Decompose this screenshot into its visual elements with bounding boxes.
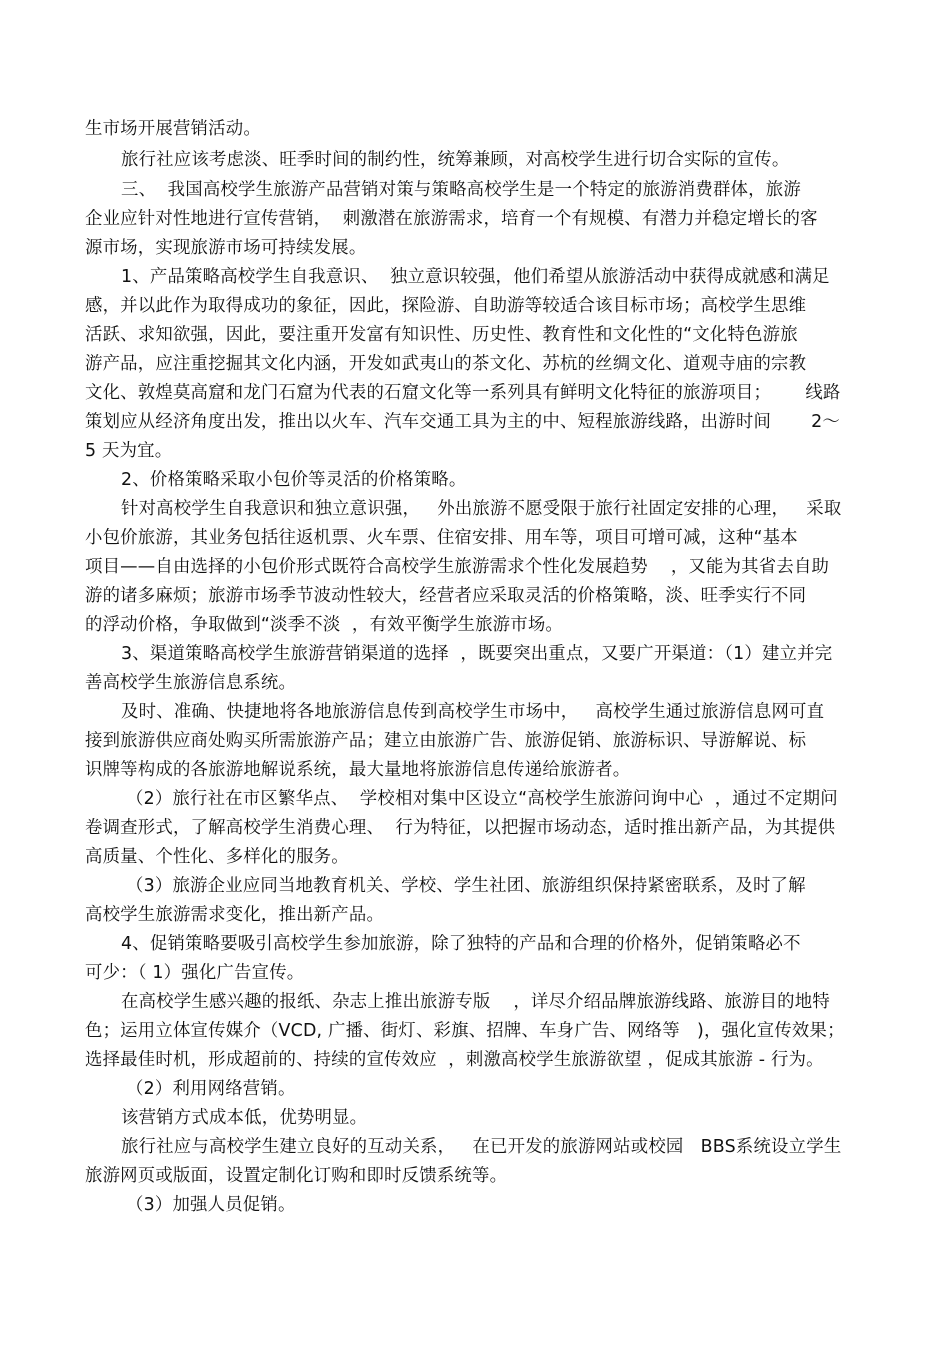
text-line: （3）旅游企业应同当地教育机关、学校、学生社团、旅游组织保持紧密联系，及时了解 xyxy=(126,876,806,896)
text-line: 可少：（ 1）强化广告宣传。 xyxy=(85,963,305,983)
text-line: 选择最佳时机，形成超前的、持续的宣传效应 ，刺激高校学生旅游欲望 ，促成其旅游 - 行为。 xyxy=(85,1050,824,1070)
text-line: 3、渠道策略高校学生旅游营销渠道的选择 ，既要突出重点，又要广开渠道：（1）建立并完 xyxy=(121,644,833,664)
text-line: 旅游网页或版面，设置定制化订购和即时反馈系统等。 xyxy=(85,1166,508,1186)
text-line: 旅行社应与高校学生建立良好的互动关系， 在已开发的旅游网站或校园 BBS系统设立学生 xyxy=(121,1137,842,1157)
text-line: 善高校学生旅游信息系统。 xyxy=(85,673,297,693)
text-line: 色；运用立体宣传媒介（VCD, 广播、街灯、彩旗、招牌、车身广告、网络等 )，强化宣传效果； xyxy=(85,1021,845,1041)
text-line: 文化、敦煌莫高窟和龙门石窟为代表的石窟文化等一系列具有鲜明文化特征的旅游项目； 线路 xyxy=(85,383,841,403)
text-line: 企业应针对性地进行宣传营销， 刺激潜在旅游需求，培育一个有规模、有潜力并稳定增长的客 xyxy=(85,209,818,229)
text-line: 的浮动价格，争取做到“淡季不淡 ，有效平衡学生旅游市场。 xyxy=(85,615,564,635)
text-line: 及时、准确、快捷地将各地旅游信息传到高校学生市场中， 高校学生通过旅游信息网可直 xyxy=(121,702,825,722)
text-line: 生市场开展营销活动。 xyxy=(85,119,261,139)
text-line: 高质量、个性化、多样化的服务。 xyxy=(85,847,349,867)
text-line: 旅行社应该考虑淡、旺季时间的制约性，统筹兼顾，对高校学生进行切合实际的宣传。 xyxy=(121,150,790,170)
text-line: 接到旅游供应商处购买所需旅游产品；建立由旅游广告、旅游促销、旅游标识、导游解说、标 xyxy=(85,731,807,751)
text-line: 在高校学生感兴趣的报纸、杂志上推出旅游专版 ，详尽介绍品牌旅游线路、旅游目的地特 xyxy=(121,992,830,1012)
text-line: 针对高校学生自我意识和独立意识强， 外出旅游不愿受限于旅行社固定安排的心理， 采取 xyxy=(121,499,842,519)
text-line: 源市场，实现旅游市场可持续发展。 xyxy=(85,238,367,258)
text-line: 游产品，应注重挖掘其文化内涵，开发如武夷山的茶文化、苏杭的丝绸文化、道观寺庙的宗教 xyxy=(85,354,807,374)
text-line: 2、价格策略采取小包价等灵活的价格策略。 xyxy=(121,470,467,490)
text-line: 小包价旅游，其业务包括往返机票、火车票、住宿安排、用车等，项目可增可减，这种“基本 xyxy=(85,528,798,548)
text-line: 活跃、求知欲强，因此，要注重开发富有知识性、历史性、教育性和文化性的“文化特色游旅 xyxy=(85,325,798,345)
text-line: 感，并以此作为取得成功的象征，因此，探险游、自助游等较适合该目标市场；高校学生思维 xyxy=(85,296,807,316)
text-line: 项目——自由选择的小包价形式既符合高校学生旅游需求个性化发展趋势 ，又能为其省去自助 xyxy=(85,557,830,577)
text-line: 该营销方式成本低，优势明显。 xyxy=(121,1108,368,1128)
text-line: 游的诸多麻烦；旅游市场季节波动性较大，经营者应采取灵活的价格策略，淡、旺季实行不同 xyxy=(85,586,807,606)
text-line: （2）利用网络营销。 xyxy=(126,1079,296,1099)
text-line: 4、促销策略要吸引高校学生参加旅游，除了独特的产品和合理的价格外，促销策略必不 xyxy=(121,934,801,954)
text-line: 卷调查形式，了解高校学生消费心理、 行为特征，以把握市场动态，适时推出新产品，为其提供 xyxy=(85,818,836,838)
text-line: 三、 我国高校学生旅游产品营销对策与策略高校学生是一个特定的旅游消费群体，旅游 xyxy=(121,180,801,200)
text-line: （3）加强人员促销。 xyxy=(126,1195,296,1215)
text-line: 策划应从经济角度出发，推出以火车、汽车交通工具为主的中、短程旅游线路，出游时间 2～ xyxy=(85,412,840,432)
text-line: 高校学生旅游需求变化，推出新产品。 xyxy=(85,905,385,925)
text-line: （2）旅行社在市区繁华点、 学校相对集中区设立“高校学生旅游问询中心 ，通过不定期问 xyxy=(126,789,838,809)
text-line: 5 天为宜。 xyxy=(85,441,173,461)
text-line: 1、产品策略高校学生自我意识、 独立意识较强，他们希望从旅游活动中获得成就感和满足 xyxy=(121,267,830,287)
text-line: 识牌等构成的各旅游地解说系统，最大量地将旅游信息传递给旅游者。 xyxy=(85,760,631,780)
